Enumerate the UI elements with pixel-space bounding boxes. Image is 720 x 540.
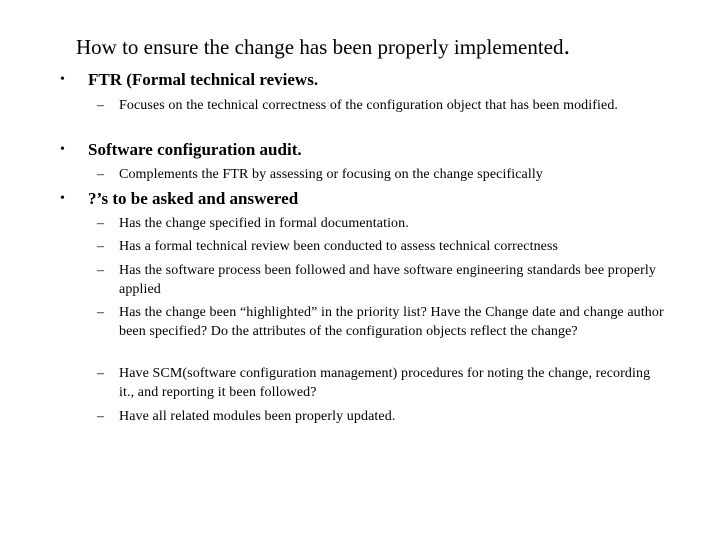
sub-bullet-marker: – (97, 305, 104, 320)
sub-bullet-marker: – (97, 98, 104, 113)
bullet-text: ?’s to be asked and answered (88, 189, 299, 208)
sub-bullet-marker: – (97, 216, 104, 231)
bullet-marker: • (60, 191, 65, 206)
bullet-marker: • (60, 142, 65, 157)
sub-bullet-text: Has the software process been followed and have software engineering standards bee properly applied (119, 263, 657, 297)
slide-title (76, 30, 696, 61)
sub-bullet-text: Focuses on the technical correctness of the configuration object that has been modified. (119, 98, 619, 113)
sub-bullet-text: Complements the FTR by assessing or focusing on the change specifically (119, 167, 543, 182)
bullet-text: FTR (Formal technical reviews. (88, 70, 319, 89)
sub-bullet-text: Has the change specified in formal documentation. (119, 216, 409, 231)
slide-title-period: . (563, 31, 571, 60)
sub-bullet-text: Has a formal technical review been conducted to assess technical correctness (119, 239, 559, 254)
sub-bullet-marker: – (97, 263, 104, 278)
bullet-text: Software configuration audit. (88, 140, 302, 159)
sub-bullet-marker: – (97, 366, 104, 381)
sub-bullet-marker: – (97, 409, 104, 424)
sub-bullet-text: Have SCM(software configuration management) procedures for noting the change, recording it., and reporting it been followed? (119, 366, 651, 400)
sub-bullet-marker: – (97, 167, 104, 182)
sub-bullet-marker: – (97, 239, 104, 254)
slide-title-text: How to ensure the change has been properly implemented (76, 35, 564, 59)
bullet-marker: • (60, 72, 65, 87)
sub-bullet-text: Has the change been “highlighted” in the priority list? Have the Change date and change author been specified? Do the attributes of the configuration objects reflect the change? (119, 305, 664, 339)
sub-bullet-text: Have all related modules been properly updated. (119, 409, 396, 424)
